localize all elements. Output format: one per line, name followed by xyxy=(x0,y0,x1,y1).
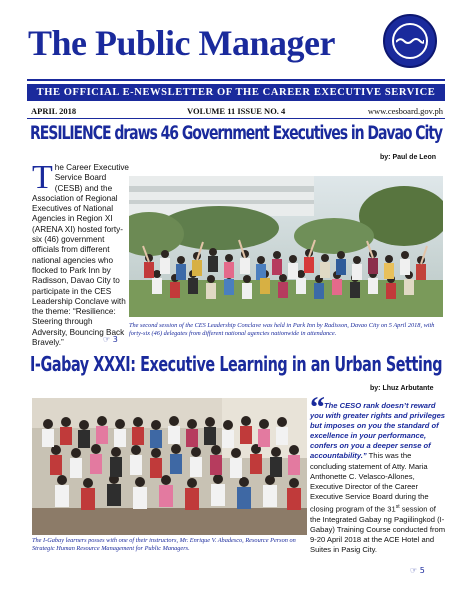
article-2-quote-block xyxy=(310,401,448,555)
ces-seal-icon xyxy=(383,14,437,68)
article-2-body-2: session of the Integrated Gabay ng Pagiilingkod (I-Gabay) Training Course conducted from 9-20 April 2018 at the ACE Hotel and Suites in Pasig City. xyxy=(310,504,446,554)
pointing-hand-icon[interactable]: ☞ 3 xyxy=(103,335,118,344)
article-1-dropcap: T xyxy=(32,159,53,196)
masthead-title: The Public Manager xyxy=(28,23,335,63)
article-2-quote: The CESO rank doesn’t reward you with greater rights and privileges but imposes on you the standard of excellence in your performance, confers on you a deeper sense of accountability.” xyxy=(310,401,446,461)
masthead xyxy=(28,22,408,66)
pointing-hand-icon-2[interactable]: ☞ 5 xyxy=(410,566,425,575)
seal-wave-icon xyxy=(396,36,424,46)
article-2-byline: by: Lhuz Arbutante xyxy=(370,385,434,392)
article-1-text: he Career Executive Service Board (CESB) and the Association of Regional Executives of National Agencies in Region XI (ARENA XI) hosted forty-six (46) government officials from different national agencies who flocked to Park Inn by Radisson, Davao City to participate in the CES Leadership Conclave with the theme: “Resilience: Steering through Adversity, Bouncing Back Bravely.” xyxy=(32,163,129,348)
article-2-headline: I-Gabay XXXI: Executive Learning in an Urban Setting xyxy=(30,352,443,376)
article-1-headline: RESILIENCE draws 46 Government Executives in Davao City xyxy=(30,123,442,144)
article-2-caption: The I-Gabay learners posses with one of their instructors, Mr. Enrique V. Abadesco, Resource Person on Strategic Human Resource Management for Public Managers. xyxy=(32,537,296,552)
conclave-photo-image xyxy=(129,176,443,317)
article-1-caption: The second session of the CES Leadership Conclave was held in Park Inn by Radisson, Davao City on 5 April 2018, with forty-six (46) delegates from different national agencies nationwide in attendance. xyxy=(129,322,435,337)
issue-volume: VOLUME 11 ISSUE NO. 4 xyxy=(187,106,286,116)
issue-date: APRIL 2018 xyxy=(31,106,77,116)
quote-mark: “ xyxy=(310,391,325,424)
conclave-group-photo xyxy=(129,176,443,317)
issue-bar xyxy=(27,105,445,119)
website-link[interactable]: www.cesboard.gov.ph xyxy=(367,106,443,116)
article-2-body-1: This was the concluding statement of Atty. Maria Anthonette C. Velasco-Allones, Executive Director of the Career Executive Service Board during the closing program of the 31 xyxy=(310,451,429,514)
banner-top-rule xyxy=(27,79,445,81)
article-1-body xyxy=(32,159,129,348)
article-1-byline: by: Paul de Leon xyxy=(380,154,437,161)
igabay-group-photo xyxy=(32,398,307,535)
igabay-photo-image xyxy=(32,398,307,535)
tagline-banner: THE OFFICIAL E-NEWSLETTER OF THE CAREER EXECUTIVE SERVICE xyxy=(27,84,445,101)
article-2-ordinal: st xyxy=(395,503,400,510)
